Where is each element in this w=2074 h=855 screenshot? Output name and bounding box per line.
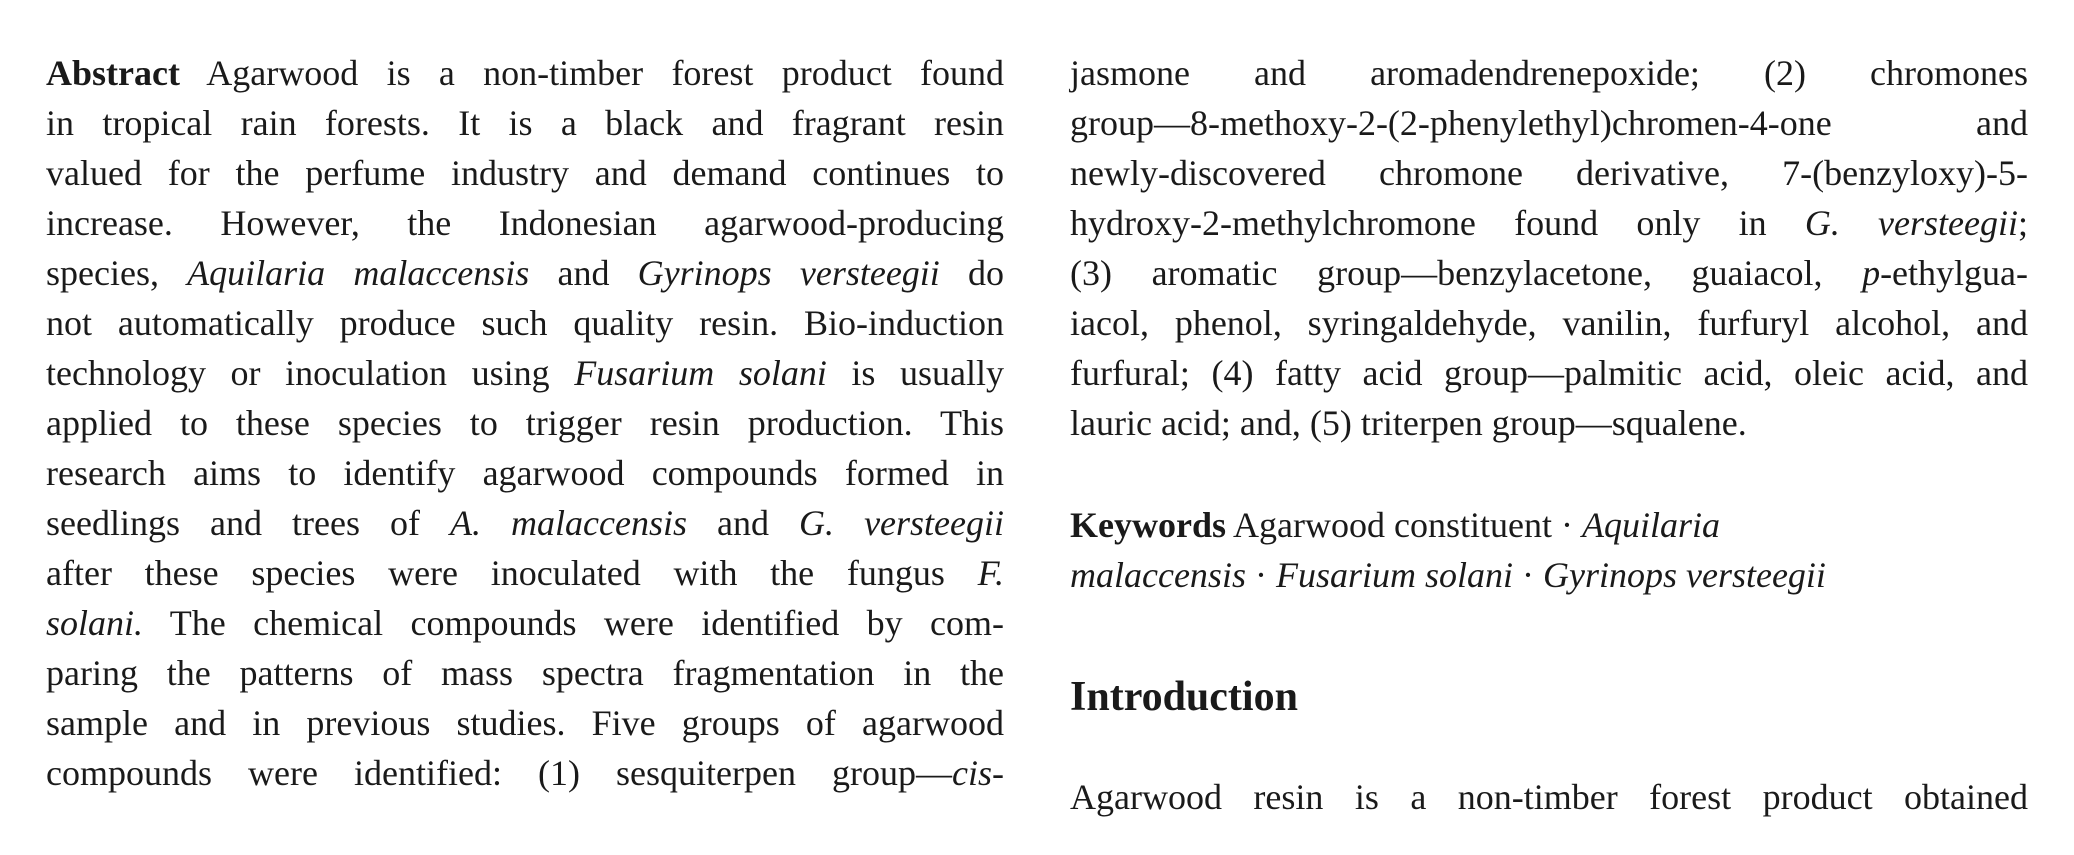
abstract-continuation xyxy=(1070,48,2028,448)
abstract-line xyxy=(46,448,1004,498)
text-run: in tropical rain forests. It is a black and fragrant resin xyxy=(46,103,1004,143)
text-run: not automatically produce such quality resin. Bio-induction xyxy=(46,303,1004,343)
abstract-line xyxy=(1070,98,2028,148)
text-run: group—8-methoxy-2-(2-phenylethyl)chromen-4-one and xyxy=(1070,103,2028,143)
abstract-line xyxy=(46,148,1004,198)
text-run: The chemical compounds were identified by com- xyxy=(143,603,1004,643)
text-run: do xyxy=(939,253,1005,293)
keywords-block xyxy=(1070,500,2028,600)
text-run: (3) aromatic group—benzylacetone, guaiacol, xyxy=(1070,253,1863,293)
text-run: lauric acid; and, (5) triterpen group—squalene. xyxy=(1070,403,1747,443)
abstract-line xyxy=(1070,248,2028,298)
text-run: technology or inoculation using xyxy=(46,353,575,393)
italic-text: Fusarium solani xyxy=(574,353,827,393)
label-text: Keywords xyxy=(1070,505,1226,545)
italic-text: Aquilaria malaccensis xyxy=(187,253,530,293)
abstract-line xyxy=(46,98,1004,148)
text-run: increase. However, the Indonesian agarwood-producing xyxy=(46,203,1004,243)
abstract-line xyxy=(46,748,1004,798)
text-run: applied to these species to trigger resin production. This xyxy=(46,403,1004,443)
abstract-line xyxy=(46,48,1004,98)
abstract-line xyxy=(46,398,1004,448)
abstract-line xyxy=(46,298,1004,348)
abstract-line xyxy=(1070,198,2028,248)
keywords-line xyxy=(1070,500,2028,550)
text-run: seedlings and trees of xyxy=(46,503,451,543)
text-run: · xyxy=(1245,555,1276,595)
text-run: and xyxy=(529,253,638,293)
italic-text: Gyrinops versteegii xyxy=(1543,555,1826,595)
spacer xyxy=(1070,722,2028,772)
text-run: - xyxy=(992,753,1004,793)
text-run: iacol, phenol, syringaldehyde, vanilin, furfuryl alcohol, and xyxy=(1070,303,2028,343)
italic-text: G. versteegii xyxy=(799,503,1005,543)
text-run: is usually xyxy=(826,353,1004,393)
text-run: paring the patterns of mass spectra fragmentation in the xyxy=(46,653,1004,693)
text-run: hydroxy-2-methylchromone found only in xyxy=(1070,203,1805,243)
text-run: newly-discovered chromone derivative, 7-(benzyloxy)-5- xyxy=(1070,153,2028,193)
text-run: species, xyxy=(46,253,188,293)
italic-text: A. malaccensis xyxy=(450,503,687,543)
abstract-line xyxy=(46,648,1004,698)
text-run: sample and in previous studies. Five groups of agarwood xyxy=(46,703,1004,743)
text-run: and xyxy=(687,503,800,543)
abstract-line xyxy=(1070,348,2028,398)
italic-text: Aquilaria xyxy=(1581,505,1720,545)
abstract-line xyxy=(46,598,1004,648)
italic-text: Fusarium solani xyxy=(1275,555,1513,595)
abstract-line xyxy=(1070,298,2028,348)
text-run: research aims to identify agarwood compounds formed in xyxy=(46,453,1004,493)
italic-text: F. xyxy=(977,553,1004,593)
section-heading-introduction: Introduction xyxy=(1070,674,1298,720)
spacer xyxy=(1070,448,2028,500)
italic-text: malaccensis xyxy=(1070,555,1246,595)
abstract-line xyxy=(46,198,1004,248)
abstract-line xyxy=(1070,48,2028,98)
abstract-line xyxy=(1070,398,2028,448)
abstract-column-left xyxy=(46,48,1004,798)
spacer xyxy=(1070,600,2028,672)
text-run: Agarwood constituent · xyxy=(1226,505,1582,545)
text-run: -ethylgua- xyxy=(1880,253,2028,293)
italic-text: Gyrinops versteegii xyxy=(637,253,940,293)
abstract-line xyxy=(46,698,1004,748)
text-run: Agarwood is a non-timber forest product found xyxy=(179,53,1004,93)
abstract-line xyxy=(46,248,1004,298)
text-run: jasmone and aromadendrenepoxide; (2) chromones xyxy=(1070,53,2028,93)
italic-text: G. versteegii xyxy=(1804,203,2018,243)
italic-text: solani. xyxy=(46,603,144,643)
abstract-line xyxy=(1070,148,2028,198)
text-run: ; xyxy=(2018,203,2029,243)
text-run: · xyxy=(1513,555,1543,595)
text-run: valued for the perfume industry and demand continues to xyxy=(46,153,1004,193)
text-run: compounds were identified: (1) sesquiterpen group— xyxy=(46,753,952,793)
italic-text: p xyxy=(1862,253,1881,293)
text-run: after these species were inoculated with the fungus xyxy=(46,553,978,593)
introduction-first-line: Agarwood resin is a non-timber forest product obtained xyxy=(1070,777,2028,817)
abstract-column-right xyxy=(1070,48,2028,822)
italic-text: cis xyxy=(952,753,992,793)
label-text: Abstract xyxy=(46,53,180,93)
abstract-line xyxy=(46,498,1004,548)
abstract-line xyxy=(46,548,1004,598)
text-run: furfural; (4) fatty acid group—palmitic acid, oleic acid, and xyxy=(1070,353,2028,393)
keywords-line xyxy=(1070,550,2028,600)
abstract-line xyxy=(46,348,1004,398)
